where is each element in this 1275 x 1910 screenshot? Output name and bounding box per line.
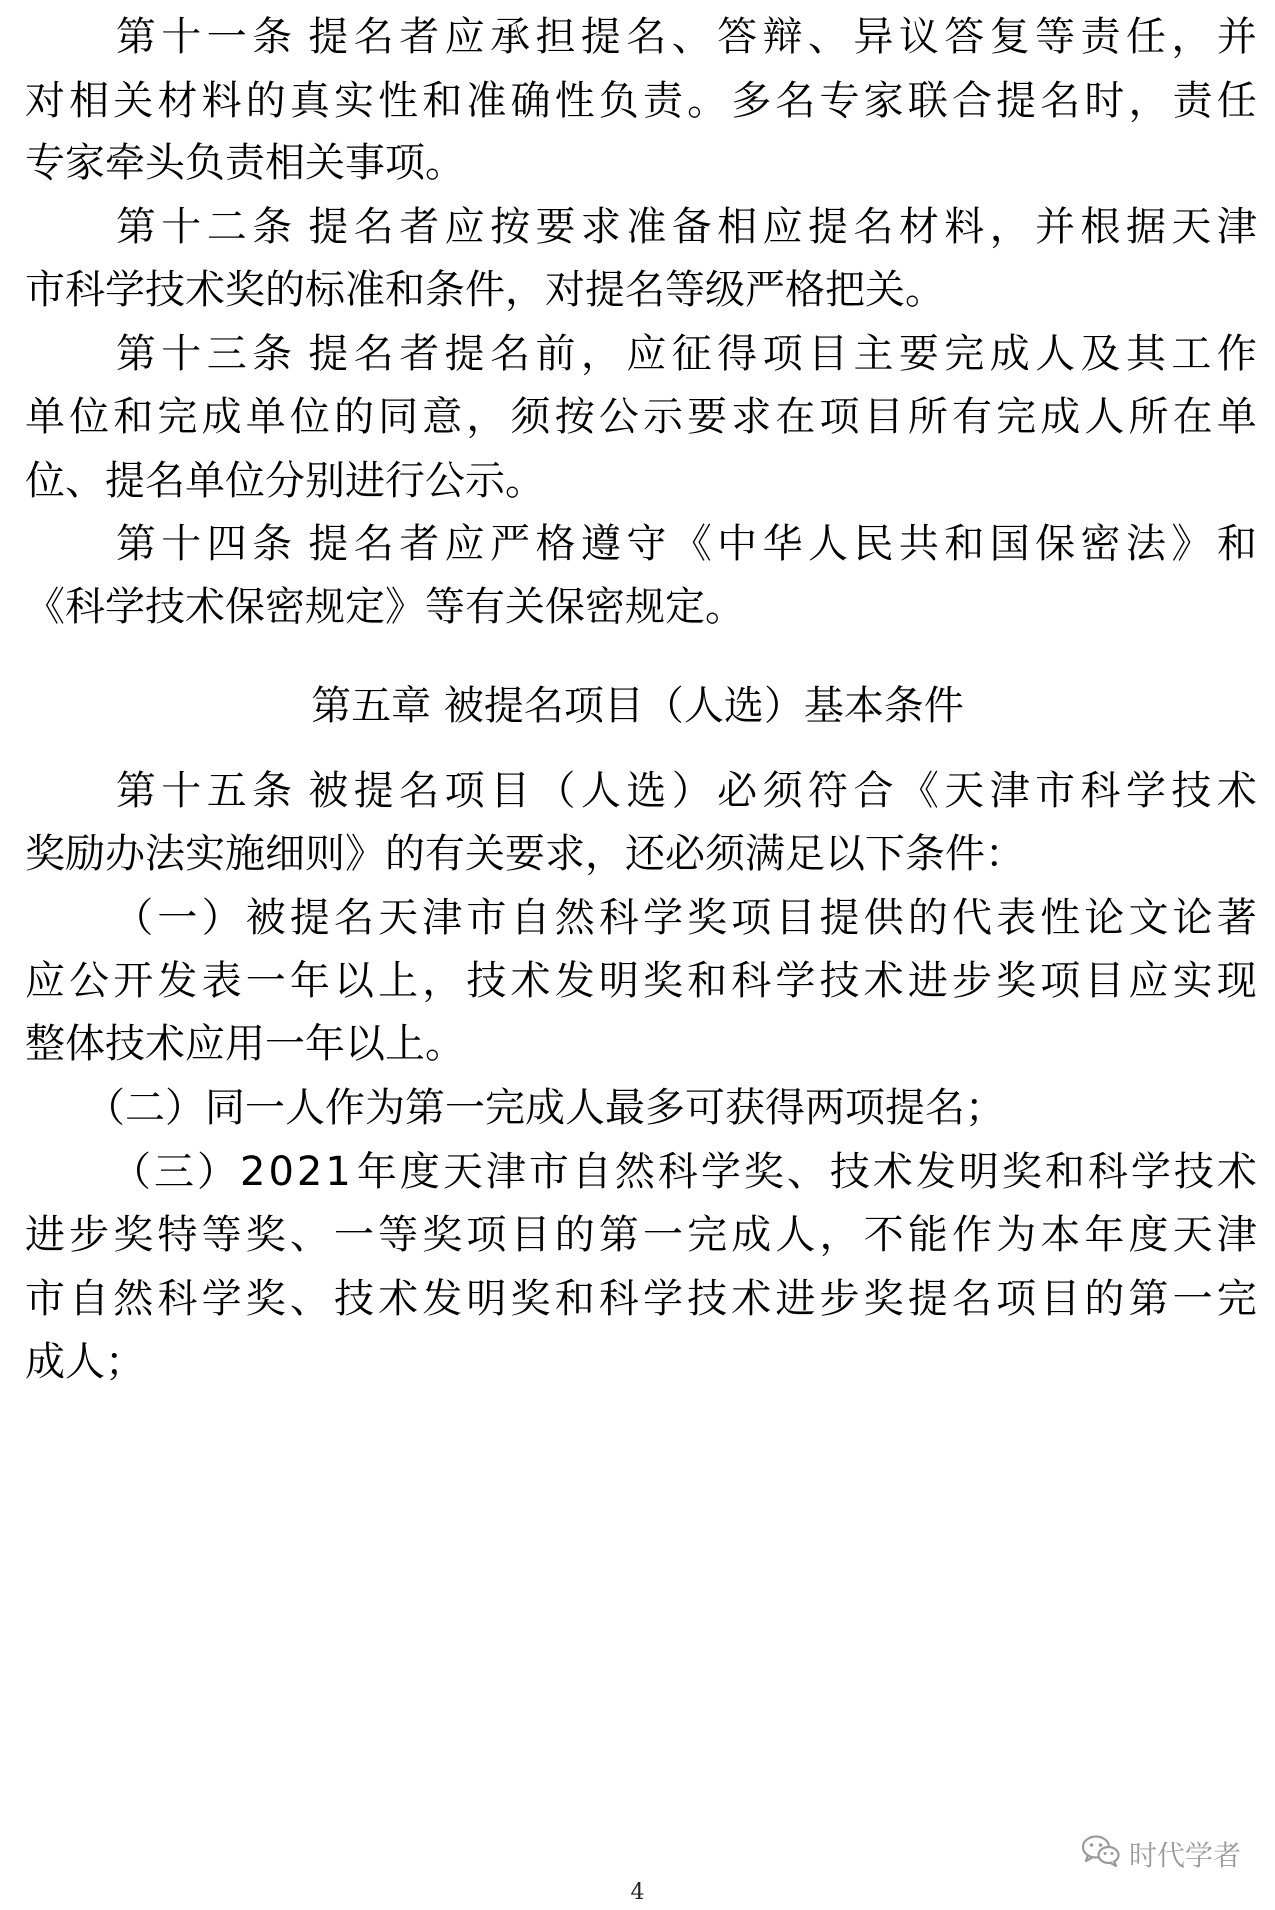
article-12-line-1: 第 十 二 条 提 名 者 应 按 要 求 准 备 相 应 提 名 材 料 ， 并 根 据 天 津 (115, 204, 1257, 250)
article-14-line-1: 第 十 四 条 提 名 者 应 严 格 遵 守 《 中 华 人 民 共 和 国 保 密 法 》 和 (115, 521, 1257, 567)
article-11-line-2: 对 相 关 材 料 的 真 实 性 和 准 确 性 负 责 。 多 名 专 家 联 合 提 名 时 ， 责 任 (25, 78, 1257, 124)
article-11-line-1: 第 十 一 条 提 名 者 应 承 担 提 名 、 答 辩 、 异 议 答 复 等 责 任 ， 并 (115, 14, 1257, 60)
article-11-line-3: 专家牵头负责相关事项。 (25, 140, 465, 186)
item-1-line-1: （ 一 ） 被 提 名 天 津 市 自 然 科 学 奖 项 目 提 供 的 代 表 性 论 文 论 著 (113, 895, 1257, 941)
article-13-line-3: 位、提名单位分别进行公示。 (25, 458, 545, 504)
page-number: 4 (630, 1880, 645, 1905)
article-13-line-2: 单 位 和 完 成 单 位 的 同 意 ， 须 按 公 示 要 求 在 项 目 所 有 完 成 人 所 在 单 (25, 394, 1257, 440)
article-15-line-1: 第 十 五 条 被 提 名 项 目 （ 人 选 ） 必 须 符 合 《 天 津 市 科 学 技 术 (115, 768, 1257, 814)
article-14-line-2: 《科学技术保密规定》等有关保密规定。 (25, 584, 745, 630)
item-1-line-3: 整体技术应用一年以上。 (25, 1021, 465, 1067)
watermark-text: 时代学者 (1128, 1839, 1241, 1872)
item-3-line-2: 进 步 奖 特 等 奖 、 一 等 奖 项 目 的 第 一 完 成 人 ， 不 能 作 为 本 年 度 天 津 (25, 1212, 1257, 1258)
item-3-line-4: 成人； (25, 1339, 145, 1385)
item-1-line-2: 应 公 开 发 表 一 年 以 上 ， 技 术 发 明 奖 和 科 学 技 术 进 步 奖 项 目 应 实 现 (25, 958, 1257, 1004)
article-15-line-2: 奖励办法实施细则》的有关要求，还必须满足以下条件： (25, 831, 1025, 877)
article-13-line-1: 第 十 三 条 提 名 者 提 名 前 ， 应 征 得 项 目 主 要 完 成 人 及 其 工 作 (115, 331, 1257, 377)
chapter-5-heading: 第五章 被提名项目（人选）基本条件 (311, 683, 964, 729)
wechat-icon (1081, 1834, 1129, 1875)
item-2-line-1: （二）同一人作为第一完成人最多可获得两项提名； (25, 1085, 1005, 1131)
article-12-line-2: 市科学技术奖的标准和条件，对提名等级严格把关。 (25, 267, 945, 313)
item-3-line-1: （ 三 ） 2 0 2 1 年 度 天 津 市 自 然 科 学 奖 、 技 术 发 明 奖 和 科 学 技 术 (111, 1149, 1257, 1195)
item-3-line-3: 市 自 然 科 学 奖 、 技 术 发 明 奖 和 科 学 技 术 进 步 奖 提 名 项 目 的 第 一 完 (25, 1276, 1257, 1322)
wechat-watermark (1081, 1832, 1241, 1876)
